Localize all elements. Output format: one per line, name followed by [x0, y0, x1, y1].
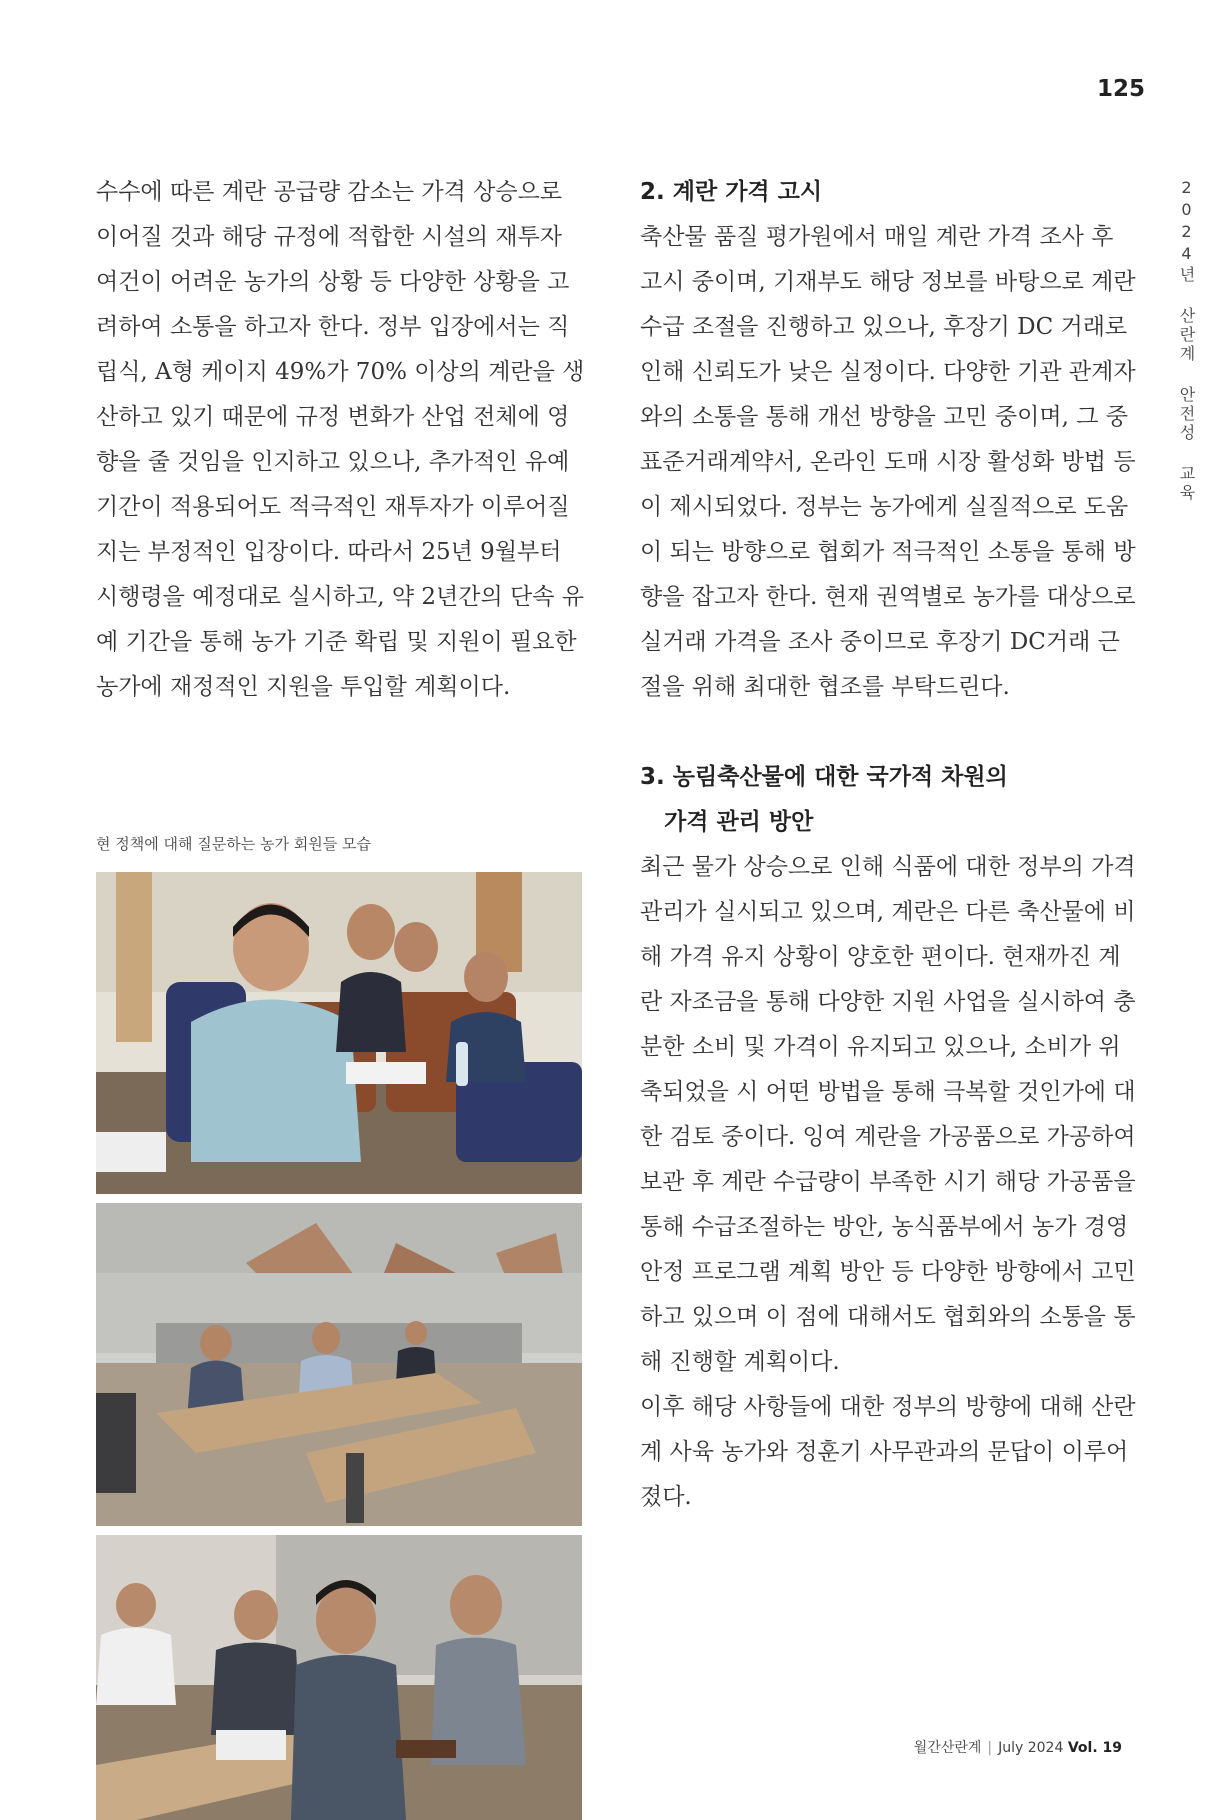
- seminar-photo-3: [96, 1535, 582, 1820]
- section3-paragraph2: 이후 해당 사항들에 대한 정부의 방향에 대해 산란계 사육 농가와 정훈기 사무관과의 문답이 이루어졌다.: [640, 1394, 1136, 1510]
- section3-paragraph1: 최근 물가 상승으로 인해 식품에 대한 정부의 가격 관리가 실시되고 있으며, 계란은 다른 축산물에 비해 가격 유지 상황이 양호한 편이다. 현재까진 계란 자조금을 통해 다양한 지원 사업을 실시하여 충분한 소비 및 가격이 유지되고 있으나, 소비가 위축되었을 시 어떤 방법을 통해 극복할 것인가에 대한 검토 중이다. 잉여 계란을 가공품으로 가공하여 보관 후 계란 수급량이 부족한 시기 해당 가공품을 통해 수급조절하는 방안, 농식품부에서 농가 경영 안정 프로그램 계획 방안 등 다양한 방향에서 고민하고 있으며 이 점에 대해서도 협회와의 소통을 통해 진행할 계획이다.: [640, 854, 1136, 1375]
- section2-heading: 2. 계란 가격 고시: [640, 179, 823, 205]
- footer-date: July 2024: [998, 1740, 1064, 1756]
- side-section-label: 2024년 산란계 안전성 교육: [1177, 178, 1196, 503]
- section3-heading-line2: 가격 관리 방안: [664, 809, 814, 835]
- section3-heading-line1: 3. 농림축산물에 대한 국가적 차원의: [640, 764, 1008, 790]
- seminar-photo-2: [96, 1203, 582, 1526]
- photo-caption: 현 정책에 대해 질문하는 농가 회원들 모습: [96, 835, 371, 853]
- footer-volume: Vol. 19: [1067, 1740, 1122, 1756]
- seminar-photo-1: [96, 872, 582, 1194]
- section2-paragraph: 축산물 품질 평가원에서 매일 계란 가격 조사 후 고시 중이며, 기재부도 해당 정보를 바탕으로 계란 수급 조절을 진행하고 있으나, 후장기 DC 거래로 인해 신뢰도가 낮은 실정이다. 다양한 기관 관계자와의 소통을 통해 개선 방향을 고민 중이며, 그 중 표준거래계약서, 온라인 도매 시장 활성화 방법 등이 제시되었다. 정부는 농가에게 실질적으로 도움이 되는 방향으로 협회가 적극적인 소통을 통해 방향을 잡고자 한다. 현재 권역별로 농가를 대상으로 실거래 가격을 조사 중이므로 후장기 DC거래 근절을 위해 최대한 협조를 부탁드린다.: [640, 224, 1136, 700]
- left-column: [96, 170, 586, 710]
- footer-magazine-name: 월간산란계: [913, 1740, 982, 1756]
- right-column: [640, 170, 1140, 1520]
- footer: 월간산란계 | July 2024 Vol. 19: [913, 1740, 1122, 1756]
- page-number: 125: [1096, 76, 1145, 102]
- left-body-paragraph: 수수에 따른 계란 공급량 감소는 가격 상승으로 이어질 것과 해당 규정에 적합한 시설의 재투자 여건이 어려운 농가의 상황 등 다양한 상황을 고려하여 소통을 하고자 한다. 정부 입장에서는 직립식, A형 케이지 49%가 70% 이상의 계란을 생산하고 있기 때문에 규정 변화가 산업 전체에 영향을 줄 것임을 인지하고 있으나, 추가적인 유예 기간이 적용되어도 적극적인 재투자가 이루어질지는 부정적인 입장이다. 따라서 25년 9월부터 시행령을 예정대로 실시하고, 약 2년간의 단속 유예 기간을 통해 농가 기준 확립 및 지원이 필요한 농가에 재정적인 지원을 투입할 계획이다.: [96, 179, 585, 700]
